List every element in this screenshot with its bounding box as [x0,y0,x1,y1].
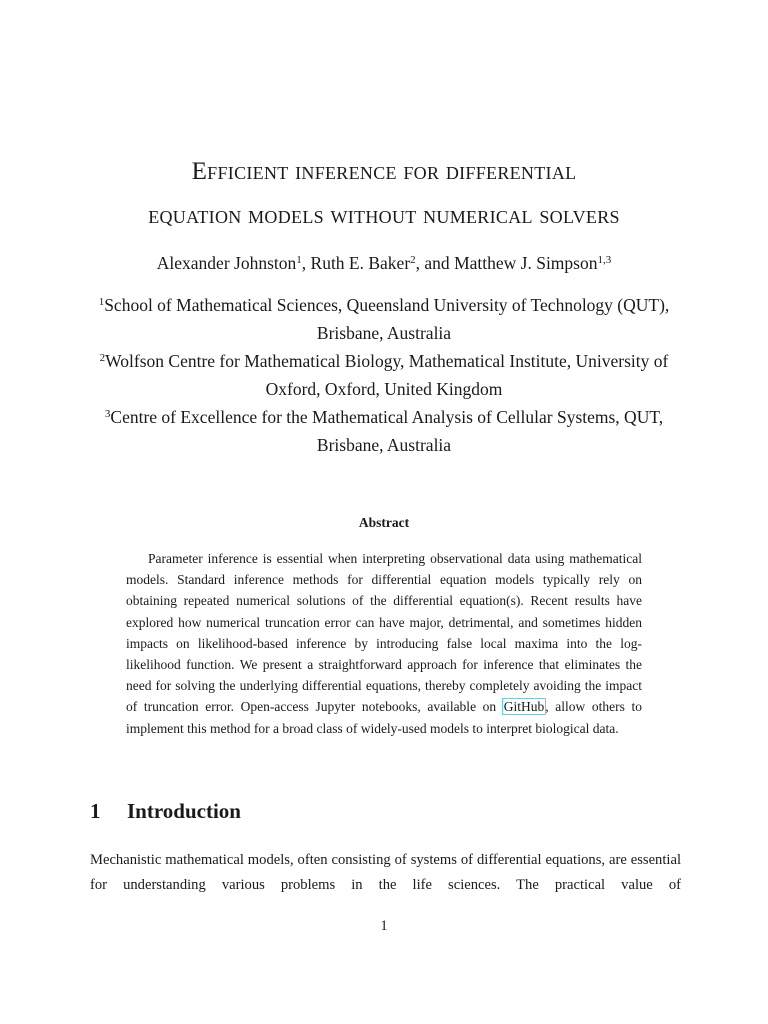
abstract-heading: Abstract [358,515,410,530]
affiliation-list [80,291,688,459]
author-name: Matthew J. Simpson [454,253,598,273]
page-number: 1 [380,918,388,934]
abstract-text-end: , allow others to implement this method for a broad class of widely-used models to interpret biological data. [126,699,642,736]
author-separator: , [301,253,311,273]
author-list [60,249,708,277]
abstract-text: Parameter inference is essential when interpreting observational data using mathematical models. Standard inference methods for differential equation models typically rely on obtaining repeated numerical solutions of the differential equation(s). Recent results have explored how numerical truncation error can have major, detrimental, and sometimes hidden impacts on likelihood-based inference by introducing false local maxima into the log-likelihood function. We present a straightforward approach for inference that eliminates the need for solving the underlying differential equations, thereby completely avoiding the impact of truncation error. Open-access Jupyter notebooks, available on [126,551,642,715]
section-title: Introduction [127,799,241,823]
affiliation-mark: 3 [104,407,111,420]
title-line-2: equation models without numerical solvers [148,202,620,229]
author-name: Ruth E. Baker [310,253,411,273]
author-affil-mark: 2 [410,253,416,266]
section-number: 1 [90,799,101,823]
section-heading [90,796,241,826]
author-affil-mark: 1,3 [597,253,612,266]
intro-paragraph: Mechanistic mathematical models, often consisting of systems of differential equations, are essential for understanding various problems in the life sciences. The practical value of [90,852,681,893]
affiliation-text: Centre of Excellence for the Mathematical Analysis of Cellular Systems, QUT, Brisbane, Australia [110,407,664,455]
affiliation-3 [80,403,688,459]
abstract-body [126,548,642,739]
affiliation-2 [80,347,688,403]
github-link[interactable]: GitHub [503,699,545,715]
affiliation-text: School of Mathematical Sciences, Queensland University of Technology (QUT), Brisbane, Australia [104,295,670,343]
author-name: Alexander Johnston [156,253,297,273]
affiliation-1 [80,291,688,347]
paper-title [60,150,708,238]
affiliation-mark: 2 [99,351,106,364]
affiliation-mark: 1 [98,295,105,308]
author-separator: , and [415,253,455,273]
title-line-1: Efficient inference for differential [191,158,577,185]
affiliation-text: Wolfson Centre for Mathematical Biology, Mathematical Institute, University of Oxford, Oxford, United Kingdom [105,351,669,399]
author-affil-mark: 1 [296,253,302,266]
